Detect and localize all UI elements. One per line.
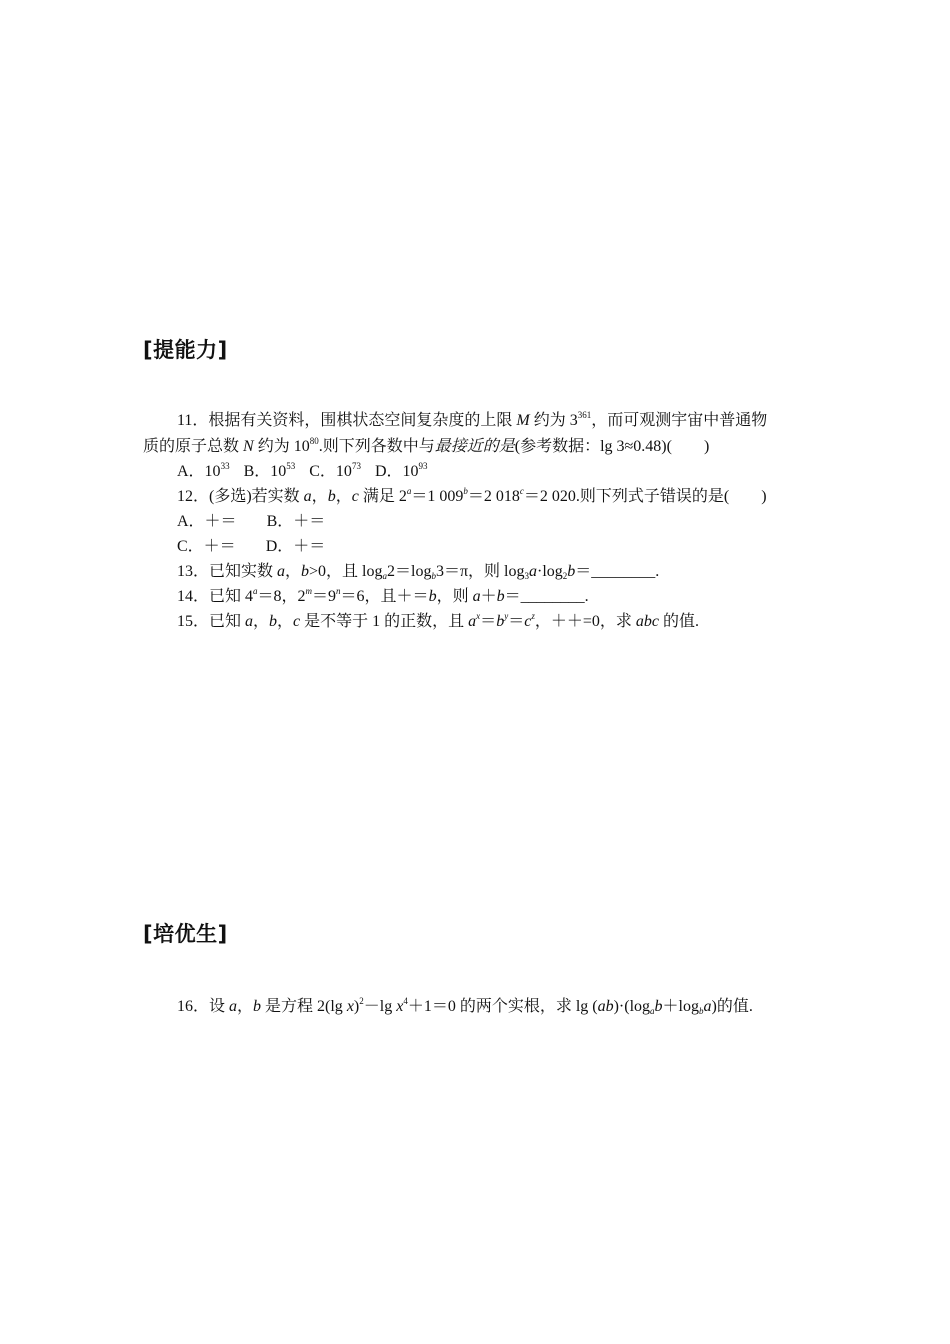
option-c: C．$10^{73}$ [309,461,361,480]
option-d: D．＋＝ [265,538,326,555]
question-11-line-2: 质的原子总数 N 约为 $10^{80}$.则下列各数中与最接近的是(参考数据：lg 3≈0.48)( ) [143,436,710,455]
option-a: A．＋＝ [177,513,237,530]
emphasis-text: 最接近的是 [434,438,515,455]
question-14: 14．已知 $4^a=8$，$2^m=9^n=6$，且＋＝b，则 a＋b＝________. [177,586,589,605]
option-c: C．＋＝ [177,538,236,555]
option-d: D．$10^{93}$ [374,461,428,480]
question-15: 15．已知 a，b，c 是不等于 1 的正数，且 $a^x=b^y=c^z$，＋＋=0，求 abc 的值. [177,611,699,630]
option-a: A．$10^{33}$ [177,461,230,480]
question-11-options [177,462,428,482]
question-12-options-cd [177,537,325,557]
section-heading-ability: [提能力] [143,338,228,362]
option-b: B．$10^{53}$ [243,461,296,480]
question-12-options-ab [177,512,325,532]
question-11-line-1: 11．根据有关资料，围棋状态空间复杂度的上限 M 约为 $3^{361}$，而可观测宇宙中普通物 [177,410,768,429]
question-16: 16．设 a，b 是方程 2(lg x)$^2$－lg $x^4+1=0$ 的两个实根，求 $\lg (ab)\cdot(\log_ab+\log_ba)$的值. [177,996,753,1016]
option-b: B．＋＝ [266,513,326,530]
question-12: 12．(多选)若实数 a，b，c 满足 $2^a=1$ $009^b=2$ $018^c=2$ 020.则下列式子错误的是( ) [177,486,767,505]
question-13: 13．已知实数 a，b>0，且 $\log_a2=\log_b3=\pi$，则 $\log_3a\cdot\log_2b=\_\_\_\_\_\_\_\_$. [177,563,660,581]
section-heading-excellence: [培优生] [143,922,228,946]
